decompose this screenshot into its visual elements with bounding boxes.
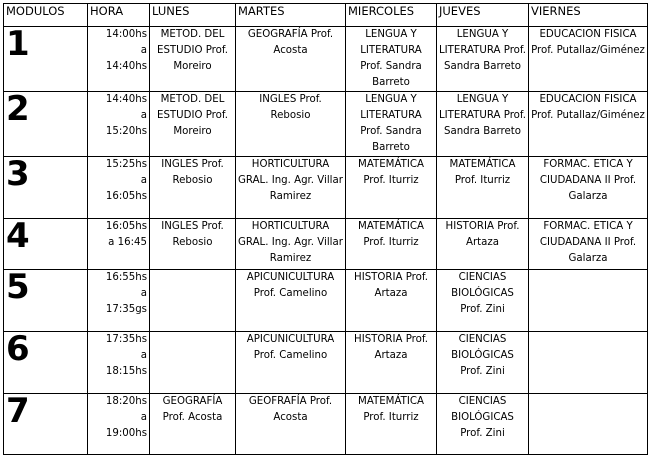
hora-cell	[88, 157, 150, 219]
module-number: 5	[4, 270, 88, 332]
hora-sep: a	[140, 412, 147, 423]
hora-end: 14:40hs	[105, 61, 147, 72]
hora-sep: a	[140, 350, 147, 361]
module-number: 3	[4, 157, 88, 219]
hora-sep: a	[140, 45, 147, 56]
module-number: 1	[4, 27, 88, 92]
miercoles-cell: MATEMÁTICA Prof. Iturriz	[346, 157, 437, 219]
hora-start: 18:20hs	[105, 396, 147, 407]
hora-start: 17:35hs	[105, 334, 147, 345]
hora-end: 18:15hs	[105, 366, 147, 377]
table-row	[4, 27, 648, 92]
jueves-cell: CIENCIAS BIOLÓGICAS Prof. Zini	[437, 332, 529, 394]
miercoles-cell: LENGUA Y LITERATURA Prof. Sandra Barreto	[346, 92, 437, 157]
header-jueves: JUEVES	[437, 4, 529, 27]
table-row	[4, 270, 648, 332]
viernes-cell	[529, 394, 648, 455]
hora-end: 15:20hs	[105, 126, 147, 137]
hora-start: 14:40hs	[105, 94, 147, 105]
lunes-cell: METOD. DEL ESTUDIO Prof. Moreiro	[150, 92, 236, 157]
module-number: 6	[4, 332, 88, 394]
hora-end: 17:35gs	[105, 304, 147, 315]
header-lunes: LUNES	[150, 4, 236, 27]
miercoles-cell: LENGUA Y LITERATURA Prof. Sandra Barreto	[346, 27, 437, 92]
header-modulos: MODULOS	[4, 4, 88, 27]
lunes-cell	[150, 332, 236, 394]
hora-cell	[88, 92, 150, 157]
lunes-cell: GEOGRAFÍA Prof. Acosta	[150, 394, 236, 455]
hora-end: a 16:45	[108, 237, 147, 248]
hora-start: 16:05hs	[105, 221, 147, 232]
martes-cell: GEOGRAFÍA Prof. Acosta	[236, 27, 346, 92]
hora-cell	[88, 270, 150, 332]
hora-end: 16:05hs	[105, 191, 147, 202]
schedule-table	[3, 3, 648, 455]
hora-start: 16:55hs	[105, 272, 147, 283]
martes-cell: INGLES Prof. Rebosio	[236, 92, 346, 157]
module-number: 7	[4, 394, 88, 455]
viernes-cell	[529, 332, 648, 394]
viernes-cell: FORMAC. ETICA Y CIUDADANA II Prof. Galarza	[529, 219, 648, 270]
martes-cell: APICUNICULTURA Prof. Camelino	[236, 332, 346, 394]
table-row	[4, 157, 648, 219]
martes-cell: GEOFRAFÍA Prof. Acosta	[236, 394, 346, 455]
jueves-cell: MATEMÁTICA Prof. Iturriz	[437, 157, 529, 219]
miercoles-cell: MATEMÁTICA Prof. Iturriz	[346, 394, 437, 455]
header-hora: HORA	[88, 4, 150, 27]
hora-start: 15:25hs	[105, 159, 147, 170]
miercoles-cell: HISTORIA Prof. Artaza	[346, 270, 437, 332]
miercoles-cell: MATEMÁTICA Prof. Iturriz	[346, 219, 437, 270]
table-row	[4, 394, 648, 455]
hora-sep: a	[140, 110, 147, 121]
lunes-cell: INGLES Prof. Rebosio	[150, 157, 236, 219]
hora-sep: a	[140, 288, 147, 299]
hora-cell	[88, 332, 150, 394]
table-row	[4, 332, 648, 394]
header-miercoles: MIERCOLES	[346, 4, 437, 27]
module-number: 2	[4, 92, 88, 157]
martes-cell: APICUNICULTURA Prof. Camelino	[236, 270, 346, 332]
miercoles-cell: HISTORIA Prof. Artaza	[346, 332, 437, 394]
hora-start: 14:00hs	[105, 29, 147, 40]
header-martes: MARTES	[236, 4, 346, 27]
module-number: 4	[4, 219, 88, 270]
jueves-cell: CIENCIAS BIOLÓGICAS Prof. Zini	[437, 394, 529, 455]
hora-cell	[88, 27, 150, 92]
viernes-cell: EDUCACION FISICA Prof. Putallaz/Giménez	[529, 27, 648, 92]
jueves-cell: LENGUA Y LITERATURA Prof. Sandra Barreto	[437, 27, 529, 92]
table-row	[4, 219, 648, 270]
hora-end: 19:00hs	[105, 428, 147, 439]
lunes-cell: INGLES Prof. Rebosio	[150, 219, 236, 270]
viernes-cell	[529, 270, 648, 332]
hora-sep: a	[140, 175, 147, 186]
viernes-cell: FORMAC. ETICA Y CIUDADANA II Prof. Galarza	[529, 157, 648, 219]
table-row	[4, 92, 648, 157]
jueves-cell: CIENCIAS BIOLÓGICAS Prof. Zini	[437, 270, 529, 332]
header-row	[4, 4, 648, 27]
hora-cell	[88, 394, 150, 455]
lunes-cell: METOD. DEL ESTUDIO Prof. Moreiro	[150, 27, 236, 92]
header-viernes: VIERNES	[529, 4, 648, 27]
martes-cell: HORTICULTURA GRAL. Ing. Agr. Villar Ramirez	[236, 157, 346, 219]
hora-cell	[88, 219, 150, 270]
martes-cell: HORTICULTURA GRAL. Ing. Agr. Villar Ramirez	[236, 219, 346, 270]
lunes-cell	[150, 270, 236, 332]
viernes-cell: EDUCACION FISICA Prof. Putallaz/Giménez	[529, 92, 648, 157]
jueves-cell: LENGUA Y LITERATURA Prof. Sandra Barreto	[437, 92, 529, 157]
jueves-cell: HISTORIA Prof. Artaza	[437, 219, 529, 270]
